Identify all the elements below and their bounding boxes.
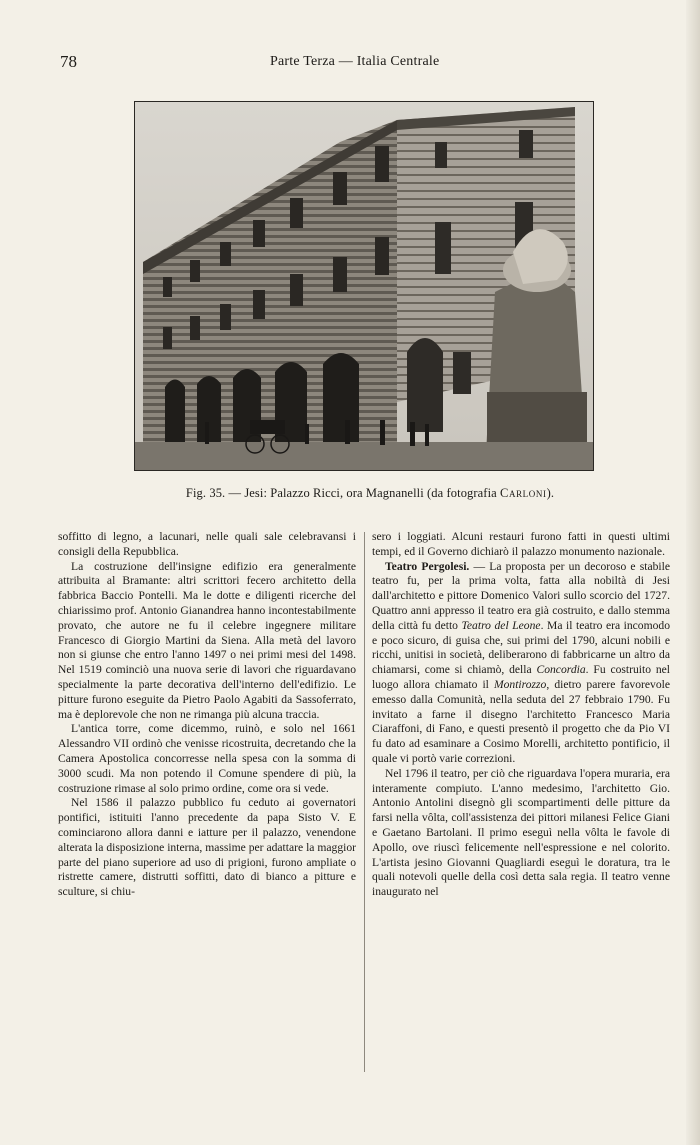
paragraph: sero i loggiati. Alcuni restauri furono fatti in questi ultimi tempi, ed il Governo dichiarò il palazzo monumento nazionale. [372,530,670,558]
left-text-column [58,530,356,900]
paragraph: Nel 1796 il teatro, per ciò che riguardava l'opera muraria, era interamente compiuto. L'anno medesimo, l'architetto Gio. Antonio Antolini disegnò gli scompartimenti delle pitture da farsi nella vôlta, coll'assistenza dei pittori milanesi Felice Giani e Gaetano Bartolani. Il primo eseguì nella vôlta le favole di Apollo, ove riuscì felicemente nell'espressione e nel colorito. L'artista jesino Giovanni Quagliardi eseguì le doratura, tra le quali notevoli quelle della così detta sala regia. Il teatro venne inaugurato nel [372,766,670,899]
figure-photograph-palazzo-ricci [134,101,594,471]
right-text-column [372,530,670,900]
italic-name: Teatro del Leone [461,618,541,632]
page-edge-shadow [686,0,700,1145]
paragraph-text: , dietro parere favorevole emesso dalla Comunità, nella seduta del 27 febbraio 1790. Fu invitato a farne il disegno l'architetto Francesco Maria Ciaraffoni, di Fano, e questi presentò il progetto che da Pio VI fu dato ad esaminare a Cosimo Morelli, architetto pontificio, il quale vi portò varie correzioni. [372,677,670,765]
page-number: 78 [60,52,77,71]
paragraph: soffitto di legno, a lacunari, nelle quali sale celebravansi i consigli della Repubblica. [58,530,356,558]
italic-name: Concordia [536,663,586,677]
paragraph-text: . Fu costruito nel luogo allora chiamato il [372,663,671,691]
caption-end: ). [546,486,555,500]
paragraph-text: — La proposta per un decoroso e stabile teatro fu, per la prima volta, fatta alla nobiltà di Jesi dall'architetto e pittore Domenico Valori sullo scorcio del 1727. Quattro anni appresso il teatro era già costruito, e dallo stemma della città fu detto [372,559,670,632]
paragraph: La costruzione dell'insigne edifizio era generalmente attribuita al Bramante: altri scrittori fecero architetto della fabbrica Baccio Pontelli. Ma le dotte e diligenti ricerche del chiarissimo prof. Antonio Gianandrea hanno incontestabilmente provato, che autore ne fu il celebre ingegnere militare Francesco di Giorgio Martini da Siena. Alla metà del lavoro non si giunse che entro l'anno 1497 o nei primi mesi del 1498. Nel 1519 cominciò una nuova serie di lavori che riguardavano specialmente la parte decorativa dell'interno dell'edifizio. Le pitture furono eseguite da Pietro Paolo Agabiti da Sassoferrato, ma è deplorevole che non ne rimanga più alcuna traccia. [58,559,356,721]
paragraph-text: . Ma il teatro era incomodo e poco sicuro, di guisa che, sui primi del 1790, alcuni nobili e ricchi, unitisi in società, deliberarono di fabbricarne un altro da chiamarsi, come si chiamò, della [372,618,671,677]
paragraph: Nel 1586 il palazzo pubblico fu ceduto ai governatori pontifici, istituiti l'anno precedente da papa Sisto V. E cominciarono allora danni e iatture per il palazzo, venendone alterata la disposizione interna, massime per adattare la maggior parte del piano superiore ad uso di prigioni, furono ampliate o ristrette camere, distrutti soffitti, dato di bianco a pitture e sculture, si chiu- [58,796,356,899]
running-title: Parte Terza — Italia Centrale [270,54,440,69]
paragraph-teatro-pergolesi [372,560,670,767]
italic-name: Montirozzo [493,677,547,691]
caption-text: Fig. 35. — Jesi: Palazzo Ricci, ora Magnanelli (da fotografia [185,486,497,500]
figure-caption [90,486,650,501]
caption-photographer: Carloni [500,486,547,500]
section-heading-teatro-pergolesi: Teatro Pergolesi. [385,559,470,573]
page-header [60,52,660,74]
column-divider [364,532,365,1072]
palazzo-photo-illustration [135,102,593,470]
paragraph: L'antica torre, come dicemmo, ruinò, e solo nel 1661 Alessandro VII ordinò che venisse ricostruita, decretando che la Camera Apostolica concorresse nella spesa con la somma di 3000 scudi. Ma non potendo il Comune spendere di più, la costruzione rimase al solo primo ordine, come ora si vede. [58,722,356,795]
